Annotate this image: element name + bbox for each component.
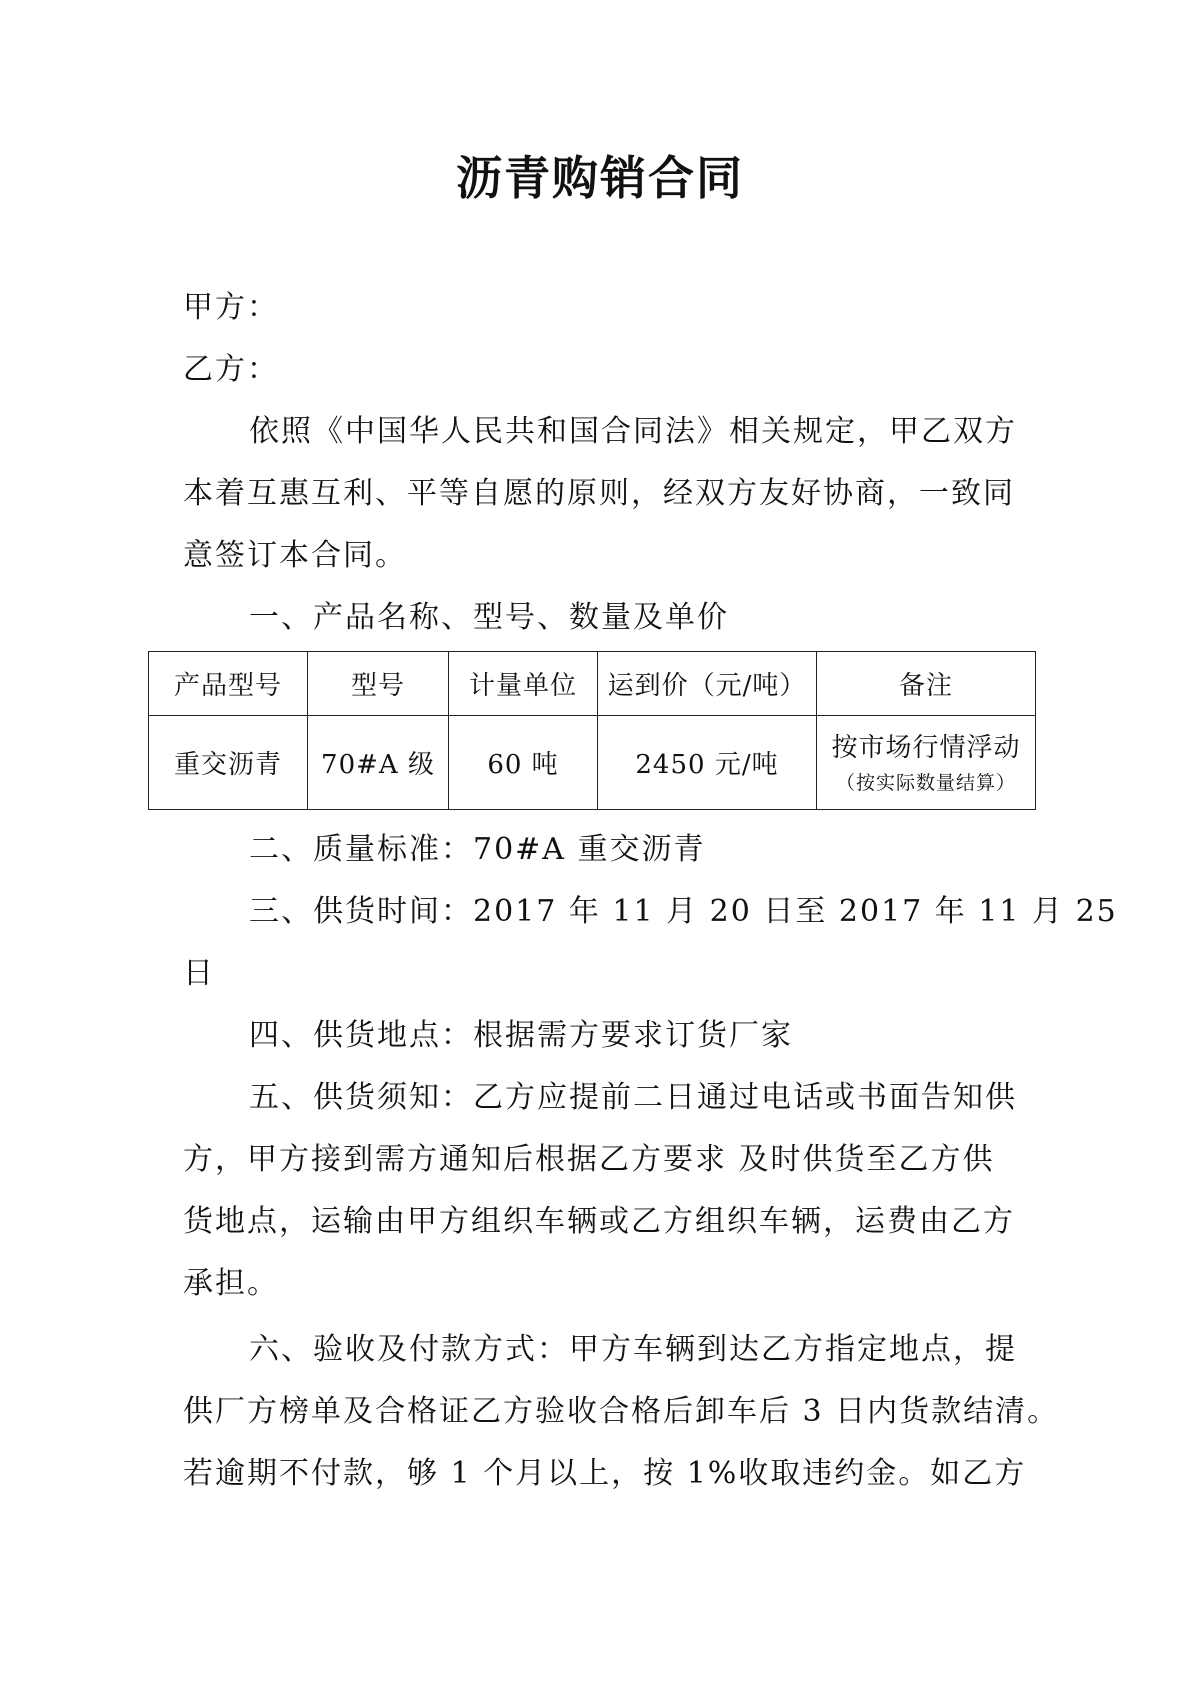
header-model: 型号 [308, 652, 449, 716]
section-6-line-3: 若逾期不付款，够 1 个月以上，按 1%收取违约金。如乙方 [183, 1456, 1027, 1491]
section-4-line: 四、供货地点：根据需方要求订货厂家 [249, 1018, 793, 1053]
table-header-row [149, 652, 1036, 716]
header-note: 备注 [817, 652, 1036, 716]
cell-product: 重交沥青 [149, 716, 308, 810]
section-6-line-2: 供厂方榜单及合格证乙方验收合格后卸车后 3 日内货款结清。 [183, 1394, 1060, 1429]
intro-line-2: 本着互惠互利、平等自愿的原则，经双方友好协商，一致同 [183, 476, 1015, 511]
party-b-line: 乙方： [183, 352, 279, 387]
cell-price: 2450 元/吨 [598, 716, 817, 810]
section-1-heading: 一、产品名称、型号、数量及单价 [249, 600, 729, 635]
note-main: 按市场行情浮动 [831, 732, 1021, 763]
cell-model: 70#A 级 [308, 716, 449, 810]
document-title: 沥青购销合同 [456, 151, 744, 205]
section-5-line-2: 方，甲方接到需方通知后根据乙方要求 及时供货至乙方供 [183, 1142, 995, 1177]
header-price: 运到价（元/吨） [598, 652, 817, 716]
header-product-type: 产品型号 [149, 652, 308, 716]
intro-line-3: 意签订本合同。 [183, 538, 407, 573]
section-5-line-4: 承担。 [183, 1266, 279, 1301]
section-3-line-2: 日 [183, 956, 215, 991]
section-2-line: 二、质量标准：70#A 重交沥青 [249, 832, 706, 867]
note-sub: （按实际数量结算） [835, 771, 1016, 794]
cell-unit: 60 吨 [449, 716, 598, 810]
section-3-line-1: 三、供货时间：2017 年 11 月 20 日至 2017 年 11 月 25 [249, 894, 1118, 929]
section-5-line-3: 货地点，运输由甲方组织车辆或乙方组织车辆，运费由乙方 [183, 1204, 1015, 1239]
party-a-line: 甲方： [183, 290, 279, 325]
table-row [149, 716, 1036, 810]
product-table [148, 651, 1036, 810]
section-6-line-1: 六、验收及付款方式：甲方车辆到达乙方指定地点，提 [249, 1332, 1017, 1367]
section-5-line-1: 五、供货须知：乙方应提前二日通过电话或书面告知供 [249, 1080, 1017, 1115]
intro-line-1: 依照《中国华人民共和国合同法》相关规定，甲乙双方 [249, 414, 1017, 449]
cell-note [817, 716, 1036, 810]
header-unit: 计量单位 [449, 652, 598, 716]
